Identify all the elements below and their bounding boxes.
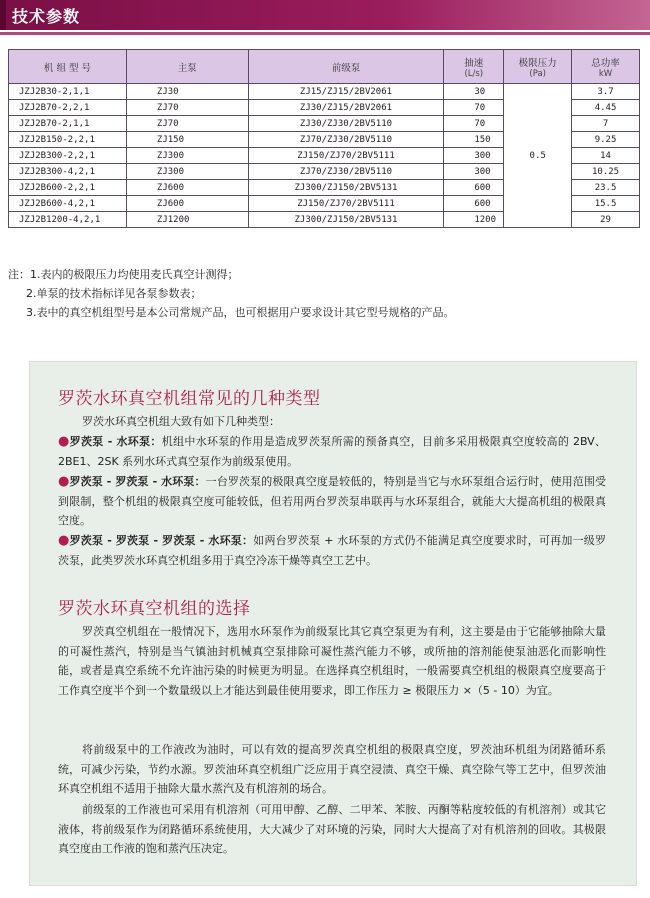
- cell-pre-pump: ZJ150/ZJ70/2BV5111: [248, 148, 444, 164]
- header-speed: [444, 50, 504, 84]
- note-1: 注：1.表内的极限压力均使用麦氏真空计测得；: [8, 268, 239, 281]
- header-power: [572, 50, 640, 84]
- bullet-icon: ●: [58, 434, 70, 449]
- cell-speed: 1200: [444, 212, 504, 228]
- cell-speed: 70: [444, 116, 504, 132]
- cell-main-pump: ZJ300: [126, 148, 248, 164]
- type-item-lead: 罗茨泵 - 罗茨泵 - 水环泵：: [69, 475, 206, 488]
- cell-pre-pump: ZJ15/ZJ15/2BV2061: [248, 84, 444, 100]
- cell-pre-pump: ZJ300/ZJ150/2BV5131: [248, 180, 444, 196]
- cell-speed: 600: [444, 196, 504, 212]
- header-main-pump: 主泵: [126, 50, 248, 84]
- section1-heading: 罗茨水环真空机组常见的几种类型: [58, 389, 321, 409]
- cell-model: JZJ2B600-4,2,1: [9, 196, 127, 212]
- cell-model: JZJ2B300-4,2,1: [9, 164, 127, 180]
- type-item-text: 机组中水环泵的作用是造成罗茨泵所需的预备真空，目前多采用极限真空度较高的 2BV、2BE1、2SK 系列水环式真空泵作为前级泵使用。: [58, 435, 606, 468]
- type-item: [58, 432, 606, 471]
- cell-pre-pump: ZJ150/ZJ70/2BV5111: [248, 196, 444, 212]
- cell-power: 14: [572, 148, 640, 164]
- cell-pre-pump: ZJ30/ZJ15/2BV2061: [248, 100, 444, 116]
- cell-power: 10.25: [572, 164, 640, 180]
- cell-main-pump: ZJ300: [126, 164, 248, 180]
- cell-pre-pump: ZJ70/ZJ30/2BV5110: [248, 132, 444, 148]
- bullet-icon: ●: [58, 474, 70, 489]
- cell-model: JZJ2B150-2,2,1: [9, 132, 127, 148]
- cell-main-pump: ZJ70: [126, 116, 248, 132]
- section2-paragraph: 罗茨真空机组在一般情况下，选用水环泵作为前级泵比其它真空泵更为有利，这主要是由于它能够抽除大量的可凝性蒸汽，特别是当气镇油封机械真空泵排除可凝性蒸汽能力不够，或所抽的溶剂能使泵油恶化而影响性能，或者是真空系统不允许油污染的时候更为明显。在选择真空机组时，一般需要真空机组的极限真空度要高于工作真空度半个到一个数量级以上才能达到最佳使用要求，即工作压力 ≥ 极限压力 ×（5 - 10）为宜。: [58, 625, 606, 697]
- cell-model: JZJ2B30-2,1,1: [9, 84, 127, 100]
- type-item: [58, 531, 606, 570]
- table-header-row: [9, 50, 640, 84]
- cell-main-pump: ZJ30: [126, 84, 248, 100]
- type-item-lead: 罗茨泵 - 罗茨泵 - 罗茨泵 - 水环泵：: [69, 534, 254, 547]
- cell-speed: 300: [444, 164, 504, 180]
- cell-model: JZJ2B70-2,2,1: [9, 100, 127, 116]
- parameters-table: [8, 49, 640, 228]
- title-accent: [0, 0, 6, 30]
- type-item-text: 如两台罗茨泵 + 水环泵的方式仍不能满足真空度要求时，可再加一级罗茨泵，此类罗茨水环真空机组多用于真空冷冻干燥等真空工艺中。: [58, 534, 606, 567]
- section-title-bar: [0, 0, 650, 30]
- cell-speed: 30: [444, 84, 504, 100]
- cell-power: 29: [572, 212, 640, 228]
- cell-main-pump: ZJ150: [126, 132, 248, 148]
- cell-main-pump: ZJ1200: [126, 212, 248, 228]
- page-title: 技术参数: [12, 7, 81, 26]
- type-item: [58, 472, 606, 531]
- cell-speed: 300: [444, 148, 504, 164]
- header-power-unit: kW: [598, 68, 613, 79]
- header-limit-label: 极限压力: [518, 57, 557, 69]
- cell-pre-pump: ZJ30/ZJ30/2BV5110: [248, 116, 444, 132]
- cell-power: 23.5: [572, 180, 640, 196]
- section2-heading: 罗茨水环真空机组的选择: [58, 599, 251, 619]
- header-limit: [504, 50, 572, 84]
- table-notes: [8, 265, 455, 322]
- section1-intro: 罗茨水环真空机组大致有如下几种类型：: [82, 415, 280, 428]
- title-divider: [0, 32, 650, 35]
- cell-model: JZJ2B70-2,1,1: [9, 116, 127, 132]
- section2-paragraph: 将前级泵中的工作液改为油时，可以有效的提高罗茨真空机组的极限真空度，罗茨油环机组为闭路循环系统，可减少污染，节约水源。罗茨油环真空机组广泛应用于真空浸渍、真空干燥、真空除气等工艺中，但罗茨油环真空机组不适用于抽除大量水蒸汽及有机溶剂的场合。: [58, 743, 606, 795]
- header-power-label: 总功率: [591, 57, 620, 69]
- cell-speed: 600: [444, 180, 504, 196]
- header-limit-unit: (Pa): [529, 68, 546, 79]
- cell-main-pump: ZJ70: [126, 100, 248, 116]
- note-3: 3.表中的真空机组型号是本公司常规产品，也可根据用户要求设计其它型号规格的产品。: [26, 306, 455, 319]
- header-speed-unit: (L/s): [464, 68, 484, 79]
- header-speed-label: 抽速: [464, 57, 484, 69]
- cell-power: 3.7: [572, 84, 640, 100]
- cell-pre-pump: ZJ70/ZJ30/2BV5110: [248, 164, 444, 180]
- cell-model: JZJ2B600-2,2,1: [9, 180, 127, 196]
- cell-main-pump: ZJ600: [126, 196, 248, 212]
- cell-pre-pump: ZJ300/ZJ150/2BV5131: [248, 212, 444, 228]
- bullet-icon: ●: [58, 533, 70, 548]
- cell-power: 15.5: [572, 196, 640, 212]
- header-pre-pump: 前级泵: [248, 50, 444, 84]
- table-row: [9, 84, 640, 100]
- info-panel: [29, 361, 637, 886]
- cell-model: JZJ2B300-2,2,1: [9, 148, 127, 164]
- cell-model: JZJ2B1200-4,2,1: [9, 212, 127, 228]
- section2-paragraph: 前级泵的工作液也可采用有机溶剂（可用甲醇、乙醇、二甲苯、苯胺、丙酮等粘度较低的有机溶剂）或其它液体，将前级泵作为闭路循环系统使用，大大减少了对环境的污染，同时大大提高了对有机溶剂的回收。其极限真空度由工作液的饱和蒸汽压决定。: [58, 803, 606, 855]
- type-item-text: 一台罗茨泵的极限真空度是较低的，特别是当它与水环泵组合运行时，使用范围受到限制，整个机组的极限真空度可能较低，但若用两台罗茨泵串联再与水环泵组合，就能大大提高机组的极限真空度。: [58, 475, 606, 527]
- cell-speed: 70: [444, 100, 504, 116]
- note-2: 2.单泵的技术指标详见各泵参数表；: [26, 287, 202, 300]
- cell-main-pump: ZJ600: [126, 180, 248, 196]
- cell-power: 7: [572, 116, 640, 132]
- cell-power: 9.25: [572, 132, 640, 148]
- cell-limit-pressure: 0.5: [504, 84, 572, 228]
- type-item-lead: 罗茨泵 - 水环泵：: [69, 435, 162, 448]
- cell-speed: 150: [444, 132, 504, 148]
- header-model: 机 组 型 号: [9, 50, 127, 84]
- cell-power: 4.45: [572, 100, 640, 116]
